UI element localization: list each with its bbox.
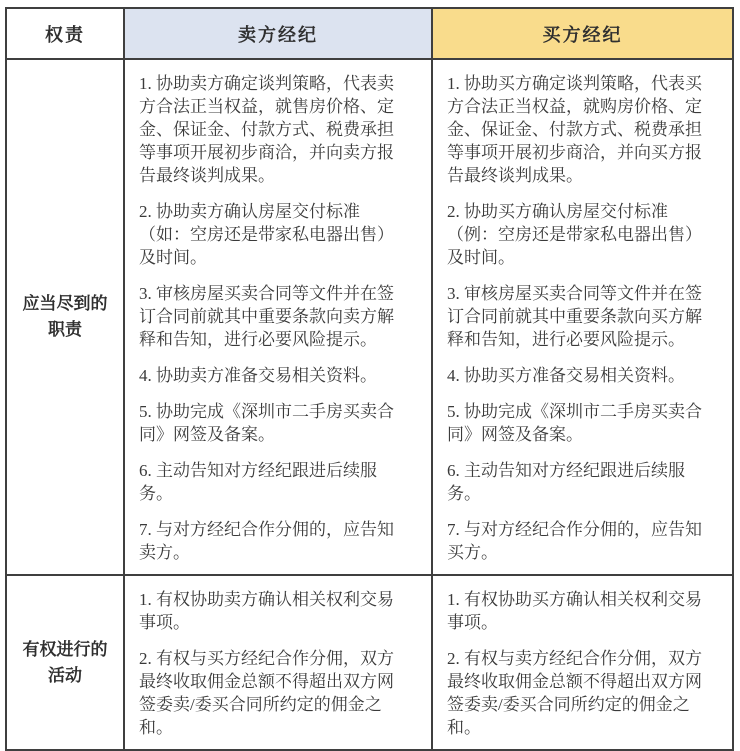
header-cell-rights-duties: 权责 xyxy=(6,8,124,59)
buyer-activities-list xyxy=(432,575,733,750)
row-label-permitted-activities: 有权进行的活动 xyxy=(6,575,124,750)
list-item: 3. 审核房屋买卖合同等文件并在签订合同前就其中重要条款向买方解释和告知，进行必要风险提示。 xyxy=(447,284,702,349)
header-row xyxy=(6,8,733,59)
list-item: 1. 有权协助买方确认相关权利交易事项。 xyxy=(447,590,702,632)
row-permitted-activities xyxy=(6,575,733,750)
seller-activities-list xyxy=(124,575,432,750)
list-item: 1. 协助买方确定谈判策略，代表买方合法正当权益，就购房价格、定金、保证金、付款方式、税费承担等事项开展初步商洽，并向买方报告最终谈判成果。 xyxy=(447,74,702,185)
buyer-duties-list xyxy=(432,59,733,575)
header-cell-seller-broker: 卖方经纪 xyxy=(124,8,432,59)
list-item: 1. 有权协助卖方确认相关权利交易事项。 xyxy=(139,590,394,632)
list-item: 2. 协助卖方确认房屋交付标准（如：空房还是带家私电器出售）及时间。 xyxy=(139,202,394,267)
row-required-duties xyxy=(6,59,733,575)
list-item: 4. 协助卖方准备交易相关资料。 xyxy=(139,366,377,385)
list-item: 2. 有权与买方经纪合作分佣，双方最终收取佣金总额不得超出双方网签委卖/委买合同所约定的佣金之和。 xyxy=(139,649,394,737)
list-item: 2. 协助买方确认房屋交付标准（例：空房还是带家私电器出售）及时间。 xyxy=(447,202,702,267)
list-item: 5. 协助完成《深圳市二手房买卖合同》网签及备案。 xyxy=(447,402,702,444)
seller-duties-list xyxy=(124,59,432,575)
list-item: 3. 审核房屋买卖合同等文件并在签订合同前就其中重要条款向卖方解释和告知，进行必要风险提示。 xyxy=(139,284,394,349)
list-item: 6. 主动告知对方经纪跟进后续服务。 xyxy=(447,461,685,503)
list-item: 4. 协助买方准备交易相关资料。 xyxy=(447,366,685,385)
list-item: 7. 与对方经纪合作分佣的，应告知卖方。 xyxy=(139,520,394,562)
list-item: 6. 主动告知对方经纪跟进后续服务。 xyxy=(139,461,377,503)
list-item: 2. 有权与卖方经纪合作分佣，双方最终收取佣金总额不得超出双方网签委卖/委买合同所约定的佣金之和。 xyxy=(447,649,702,737)
broker-duty-table xyxy=(5,7,734,751)
list-item: 7. 与对方经纪合作分佣的，应告知买方。 xyxy=(447,520,702,562)
list-item: 5. 协助完成《深圳市二手房买卖合同》网签及备案。 xyxy=(139,402,394,444)
row-label-required-duties: 应当尽到的职责 xyxy=(6,59,124,575)
header-cell-buyer-broker: 买方经纪 xyxy=(432,8,733,59)
list-item: 1. 协助卖方确定谈判策略，代表卖方合法正当权益，就售房价格、定金、保证金、付款方式、税费承担等事项开展初步商洽，并向卖方报告最终谈判成果。 xyxy=(139,74,394,185)
